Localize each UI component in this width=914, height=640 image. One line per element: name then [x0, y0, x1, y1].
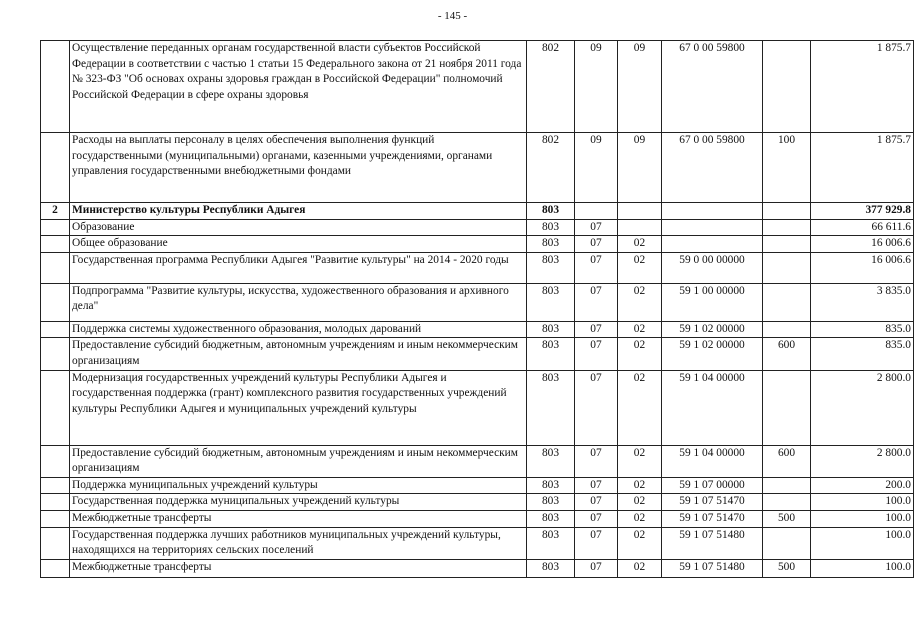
ministry-code-cell: 803 — [527, 252, 575, 283]
amount-cell: 200.0 — [811, 477, 914, 494]
section-code-cell: 07 — [575, 494, 618, 511]
row-number-cell — [41, 494, 70, 511]
row-number-cell — [41, 445, 70, 477]
item-name-cell: Межбюджетные трансферты — [70, 559, 527, 577]
ministry-code-cell: 803 — [527, 494, 575, 511]
row-number-cell — [41, 527, 70, 559]
item-name-cell: Поддержка муниципальных учреждений культуры — [70, 477, 527, 494]
amount-cell: 1 875.7 — [811, 133, 914, 203]
amount-cell: 1 875.7 — [811, 41, 914, 133]
section-code-cell: 07 — [575, 321, 618, 338]
section-code-cell: 09 — [575, 41, 618, 133]
section-code-cell: 07 — [575, 236, 618, 253]
subsection-code-cell — [618, 203, 662, 220]
amount-cell: 16 006.6 — [811, 236, 914, 253]
row-number-cell — [41, 236, 70, 253]
expense-type-code-cell — [763, 477, 811, 494]
subsection-code-cell — [618, 219, 662, 236]
table-row — [41, 283, 914, 321]
section-code-cell: 07 — [575, 445, 618, 477]
ministry-code-cell: 803 — [527, 203, 575, 220]
subsection-code-cell: 02 — [618, 370, 662, 445]
item-name-cell: Государственная поддержка лучших работников муниципальных учреждений культуры, находящихся на территориях сельских поселений — [70, 527, 527, 559]
subsection-code-cell: 02 — [618, 321, 662, 338]
expense-type-code-cell: 600 — [763, 445, 811, 477]
amount-cell: 3 835.0 — [811, 283, 914, 321]
row-number-cell — [41, 252, 70, 283]
expense-type-code-cell: 100 — [763, 133, 811, 203]
target-article-code-cell: 67 0 00 59800 — [662, 133, 763, 203]
amount-cell: 16 006.6 — [811, 252, 914, 283]
section-code-cell: 07 — [575, 219, 618, 236]
item-name-cell: Поддержка системы художественного образования, молодых дарований — [70, 321, 527, 338]
item-name-cell: Общее образование — [70, 236, 527, 253]
amount-cell: 377 929.8 — [811, 203, 914, 220]
expense-type-code-cell — [763, 219, 811, 236]
table-row — [41, 477, 914, 494]
table-row — [41, 41, 914, 133]
table-row — [41, 338, 914, 370]
target-article-code-cell — [662, 219, 763, 236]
subsection-code-cell: 02 — [618, 338, 662, 370]
subsection-code-cell: 02 — [618, 510, 662, 527]
item-name-cell: Предоставление субсидий бюджетным, автономным учреждениям и иным некоммерческим организациям — [70, 338, 527, 370]
expense-type-code-cell — [763, 41, 811, 133]
table-row — [41, 527, 914, 559]
subsection-code-cell: 02 — [618, 527, 662, 559]
ministry-code-cell: 803 — [527, 338, 575, 370]
table-row — [41, 203, 914, 220]
item-name-cell: Образование — [70, 219, 527, 236]
target-article-code-cell: 59 0 00 00000 — [662, 252, 763, 283]
table-row — [41, 559, 914, 577]
ministry-code-cell: 803 — [527, 445, 575, 477]
row-number-cell — [41, 283, 70, 321]
section-code-cell: 09 — [575, 133, 618, 203]
ministry-code-cell: 802 — [527, 133, 575, 203]
amount-cell: 2 800.0 — [811, 445, 914, 477]
expense-type-code-cell — [763, 321, 811, 338]
ministry-code-cell: 803 — [527, 559, 575, 577]
row-number-cell — [41, 510, 70, 527]
target-article-code-cell: 59 1 02 00000 — [662, 321, 763, 338]
amount-cell: 66 611.6 — [811, 219, 914, 236]
row-number-cell — [41, 219, 70, 236]
expense-type-code-cell — [763, 252, 811, 283]
subsection-code-cell: 02 — [618, 494, 662, 511]
row-number-cell — [41, 338, 70, 370]
table-row — [41, 494, 914, 511]
target-article-code-cell: 59 1 07 51470 — [662, 510, 763, 527]
item-name-cell: Подпрограмма "Развитие культуры, искусства, художественного образования и архивного дела" — [70, 283, 527, 321]
target-article-code-cell: 67 0 00 59800 — [662, 41, 763, 133]
section-code-cell: 07 — [575, 283, 618, 321]
expense-type-code-cell — [763, 494, 811, 511]
subsection-code-cell: 02 — [618, 445, 662, 477]
item-name-cell: Модернизация государственных учреждений культуры Республики Адыгея и государственная поддержка (грант) комплексного развития государственных учреждений культуры Республики Адыгея и муниципальных учреждений культуры — [70, 370, 527, 445]
item-name-cell: Государственная поддержка муниципальных учреждений культуры — [70, 494, 527, 511]
row-number-cell — [41, 370, 70, 445]
subsection-code-cell: 09 — [618, 133, 662, 203]
subsection-code-cell: 02 — [618, 559, 662, 577]
item-name-cell: Предоставление субсидий бюджетным, автономным учреждениям и иным некоммерческим организациям — [70, 445, 527, 477]
ministry-code-cell: 803 — [527, 510, 575, 527]
expense-type-code-cell — [763, 283, 811, 321]
target-article-code-cell: 59 1 00 00000 — [662, 283, 763, 321]
item-name-cell: Министерство культуры Республики Адыгея — [70, 203, 527, 220]
ministry-code-cell: 803 — [527, 370, 575, 445]
ministry-code-cell: 803 — [527, 283, 575, 321]
section-code-cell: 07 — [575, 559, 618, 577]
section-code-cell — [575, 203, 618, 220]
target-article-code-cell: 59 1 02 00000 — [662, 338, 763, 370]
page-number: - 145 - — [437, 10, 468, 22]
expense-type-code-cell — [763, 527, 811, 559]
table-row — [41, 133, 914, 203]
row-number-cell: 2 — [41, 203, 70, 220]
item-name-cell: Расходы на выплаты персоналу в целях обеспечения выполнения функций государственными (муниципальными) органами, казенными учреждениями, органами управления государственными внебюджетными фондами — [70, 133, 527, 203]
section-code-cell: 07 — [575, 527, 618, 559]
table-row — [41, 370, 914, 445]
section-code-cell: 07 — [575, 510, 618, 527]
ministry-code-cell: 803 — [527, 321, 575, 338]
subsection-code-cell: 02 — [618, 252, 662, 283]
ministry-code-cell: 803 — [527, 477, 575, 494]
target-article-code-cell — [662, 236, 763, 253]
ministry-code-cell: 802 — [527, 41, 575, 133]
item-name-cell: Осуществление переданных органам государственной власти субъектов Российской Федерации в соответствии с частью 1 статьи 15 Федерального закона от 21 ноября 2011 года № 323-ФЗ "Об основах охраны здоровья граждан в Российской Федерации" полномочий Российской Федерации в сфере охраны здоровья — [70, 41, 527, 133]
ministry-code-cell: 803 — [527, 236, 575, 253]
amount-cell: 835.0 — [811, 321, 914, 338]
amount-cell: 100.0 — [811, 527, 914, 559]
row-number-cell — [41, 321, 70, 338]
budget-table — [40, 40, 914, 578]
section-code-cell: 07 — [575, 338, 618, 370]
target-article-code-cell — [662, 203, 763, 220]
amount-cell: 100.0 — [811, 494, 914, 511]
budget-table-body — [41, 41, 914, 578]
target-article-code-cell: 59 1 07 51480 — [662, 527, 763, 559]
table-row — [41, 321, 914, 338]
row-number-cell — [41, 477, 70, 494]
row-number-cell — [41, 559, 70, 577]
amount-cell: 100.0 — [811, 559, 914, 577]
expense-type-code-cell — [763, 236, 811, 253]
subsection-code-cell: 02 — [618, 283, 662, 321]
amount-cell: 835.0 — [811, 338, 914, 370]
section-code-cell: 07 — [575, 477, 618, 494]
amount-cell: 2 800.0 — [811, 370, 914, 445]
expense-type-code-cell: 600 — [763, 338, 811, 370]
row-number-cell — [41, 133, 70, 203]
item-name-cell: Межбюджетные трансферты — [70, 510, 527, 527]
target-article-code-cell: 59 1 07 51470 — [662, 494, 763, 511]
table-row — [41, 510, 914, 527]
target-article-code-cell: 59 1 07 00000 — [662, 477, 763, 494]
target-article-code-cell: 59 1 07 51480 — [662, 559, 763, 577]
expense-type-code-cell: 500 — [763, 559, 811, 577]
item-name-cell: Государственная программа Республики Адыгея "Развитие культуры" на 2014 - 2020 годы — [70, 252, 527, 283]
section-code-cell: 07 — [575, 252, 618, 283]
table-row — [41, 445, 914, 477]
ministry-code-cell: 803 — [527, 527, 575, 559]
expense-type-code-cell: 500 — [763, 510, 811, 527]
target-article-code-cell: 59 1 04 00000 — [662, 370, 763, 445]
table-row — [41, 252, 914, 283]
subsection-code-cell: 09 — [618, 41, 662, 133]
ministry-code-cell: 803 — [527, 219, 575, 236]
amount-cell: 100.0 — [811, 510, 914, 527]
expense-type-code-cell — [763, 203, 811, 220]
subsection-code-cell: 02 — [618, 236, 662, 253]
section-code-cell: 07 — [575, 370, 618, 445]
table-row — [41, 236, 914, 253]
subsection-code-cell: 02 — [618, 477, 662, 494]
target-article-code-cell: 59 1 04 00000 — [662, 445, 763, 477]
table-row — [41, 219, 914, 236]
expense-type-code-cell — [763, 370, 811, 445]
row-number-cell — [41, 41, 70, 133]
